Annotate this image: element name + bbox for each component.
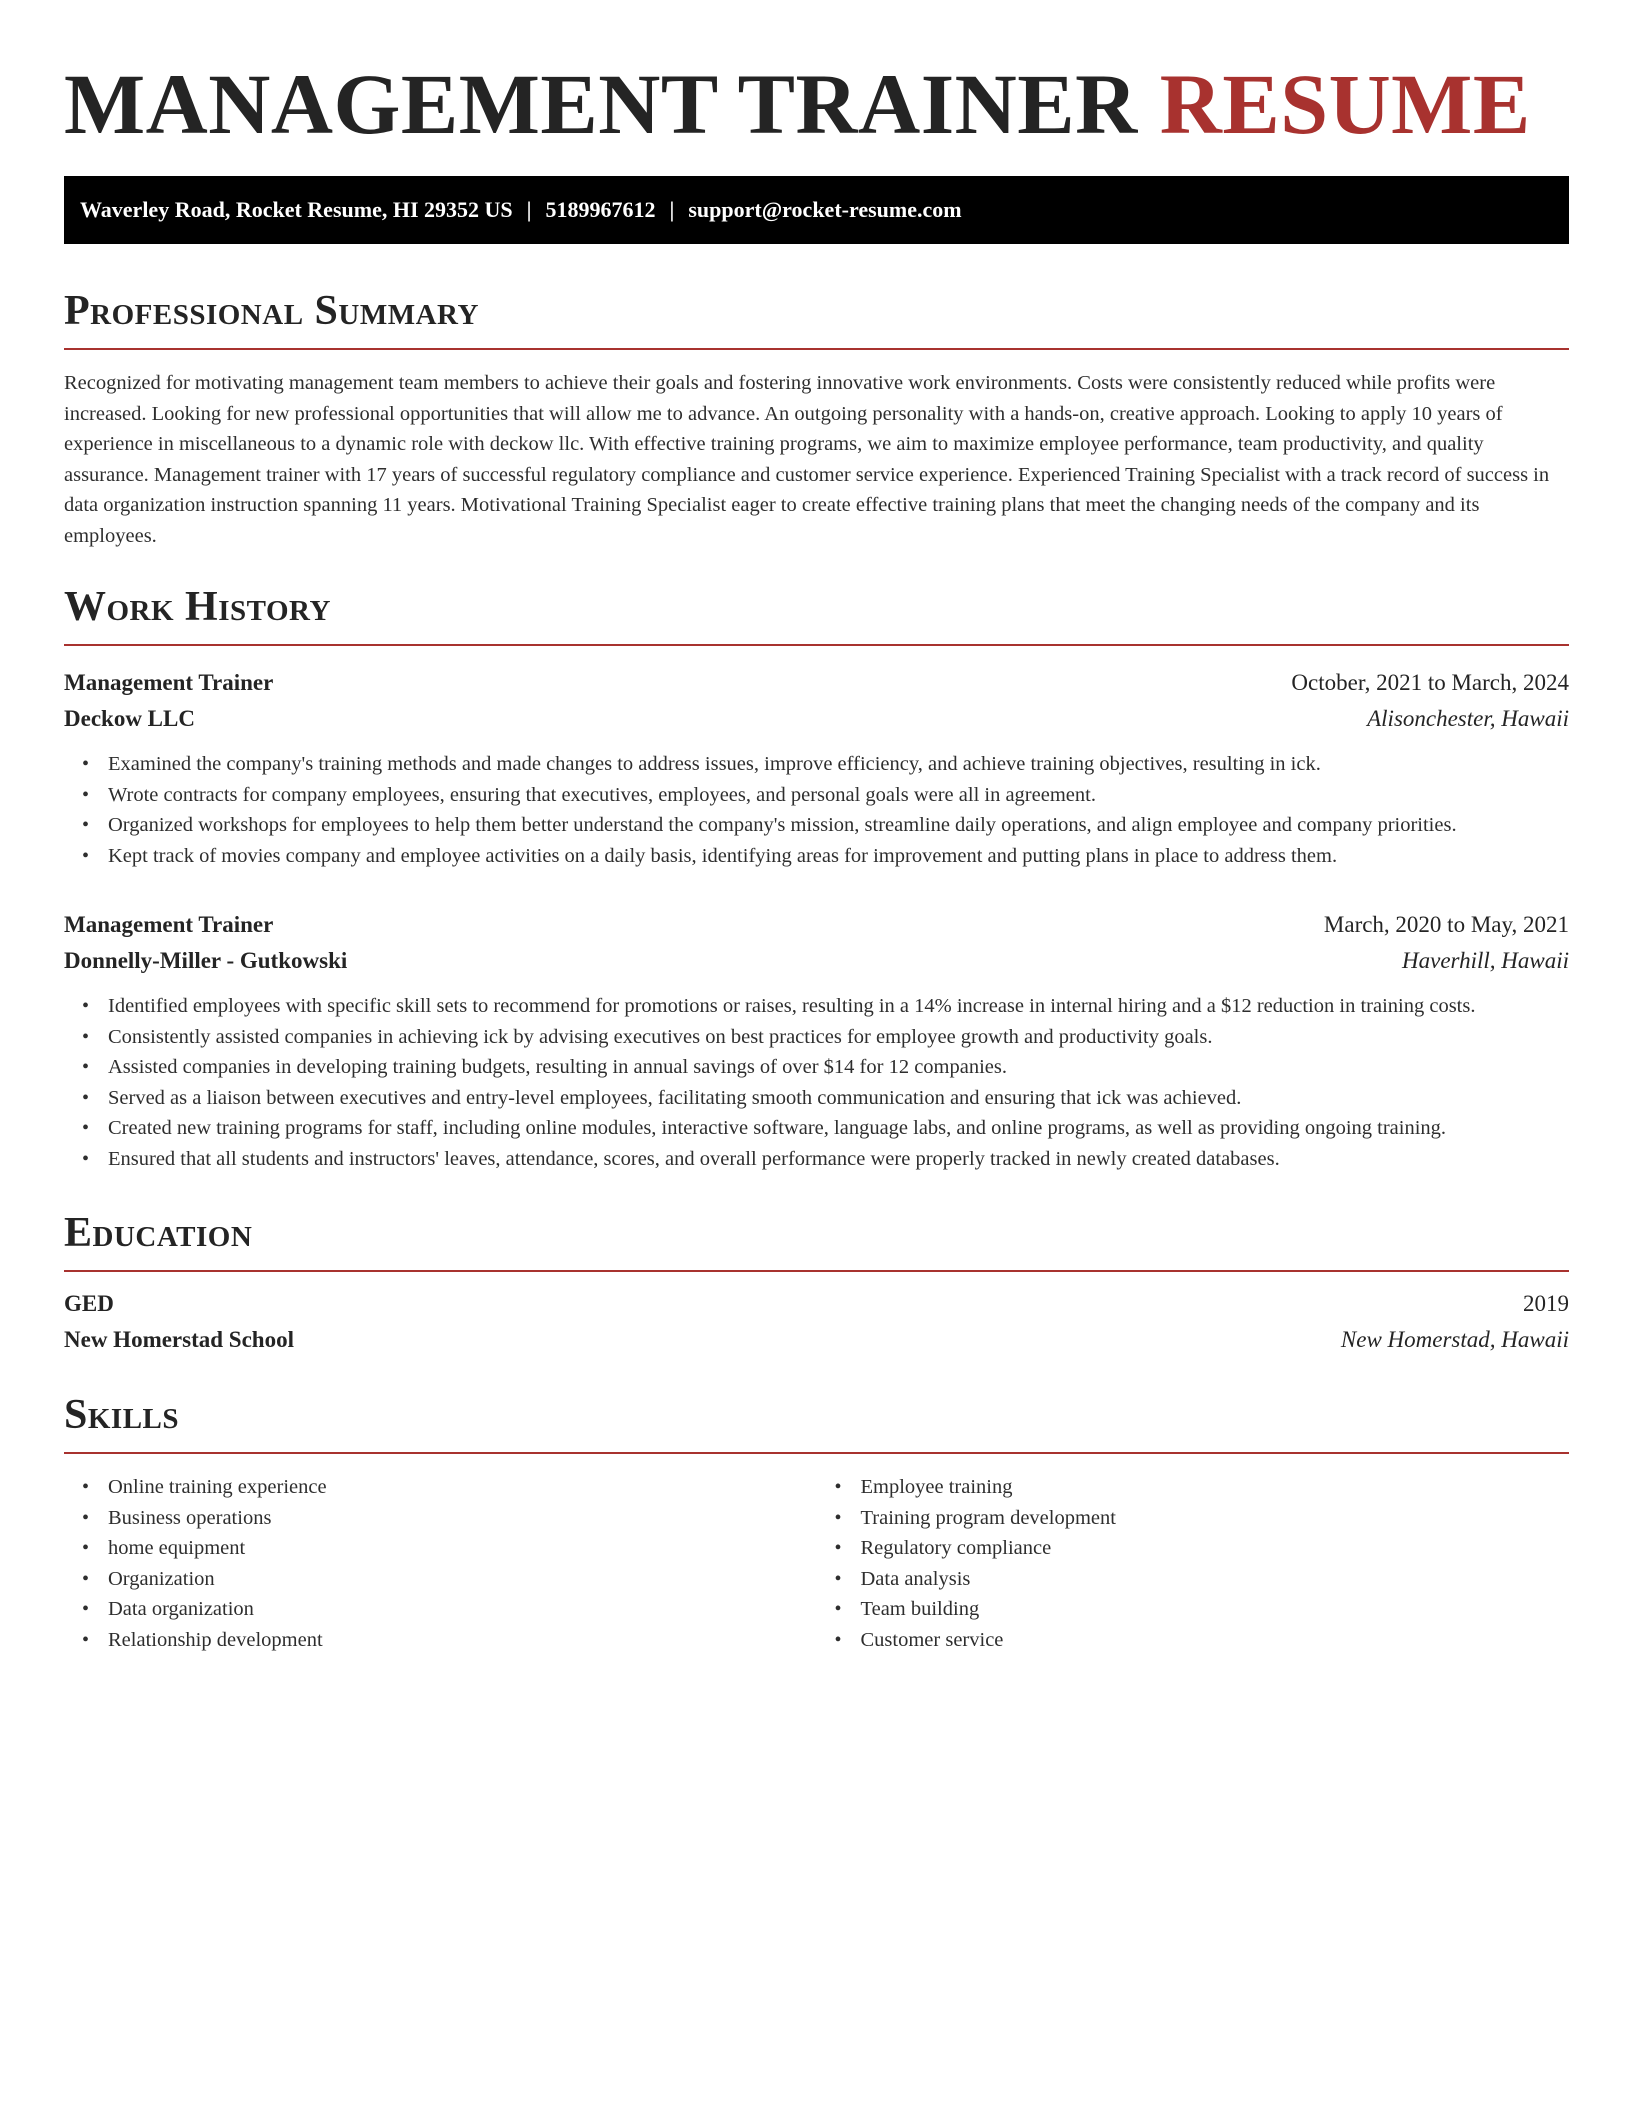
work-history-section bbox=[64, 582, 1569, 646]
summary-text: Recognized for motivating management team members to achieve their goals and fostering innovative work environments. Costs were consistently reduced while profits were increased. Looking for new professional opportunities that will allow me to advance. An outgoing personality with a hands-on, creative approach. Looking to apply 10 years of experience in miscellaneous to a dynamic role with deckow llc. With effective training programs, we aim to maximize employee performance, team productivity, and quality assurance. Management trainer with 17 years of successful regulatory compliance and customer service experience. Experienced Training Specialist with a track record of success in data organization instruction spanning 11 years. Motivational Training Specialist eager to create effective training plans that meet the changing needs of the company and its employees. bbox=[64, 372, 1550, 547]
skills-list-left bbox=[64, 1472, 817, 1655]
contact-separator: | bbox=[526, 197, 532, 222]
job-entry bbox=[64, 907, 1569, 1174]
section-divider bbox=[64, 1270, 1569, 1272]
contact-address: Waverley Road, Rocket Resume, HI 29352 US bbox=[80, 197, 513, 222]
skill-item: • Business operations bbox=[108, 1503, 817, 1534]
education-location: New Homerstad, Hawaii bbox=[1340, 1327, 1569, 1352]
job-dates: March, 2020 to May, 2021 bbox=[1323, 912, 1569, 937]
list-item: • Examined the company's training methods and made changes to address issues, improve efficiency, and achieve training objectives, resulting in ick. bbox=[108, 749, 1569, 780]
job-company: Donnelly-Miller - Gutkowski bbox=[64, 948, 348, 973]
list-item: • Organized workshops for employees to help them better understand the company's mission, streamline daily operations, and align employee and company priorities. bbox=[108, 810, 1569, 841]
section-divider bbox=[64, 644, 1569, 646]
work-history-heading: Work History bbox=[64, 584, 331, 630]
job-company: Deckow LLC bbox=[64, 706, 195, 731]
job-title: Management Trainer bbox=[64, 912, 274, 937]
title-accent: RESUME bbox=[1159, 56, 1531, 152]
skills-section bbox=[64, 1390, 1569, 1655]
list-item: • Kept track of movies company and employee activities on a daily basis, identifying areas for improvement and putting plans in place to address them. bbox=[108, 841, 1569, 872]
job-dates: October, 2021 to March, 2024 bbox=[1291, 670, 1569, 695]
skill-item: • Data organization bbox=[108, 1594, 817, 1625]
skill-item: • home equipment bbox=[108, 1533, 817, 1564]
job-bullets bbox=[64, 749, 1569, 871]
list-item: • Consistently assisted companies in achieving ick by advising executives on best practices for employee growth and productivity goals. bbox=[108, 1022, 1569, 1053]
title-main: MANAGEMENT TRAINER bbox=[64, 56, 1138, 152]
list-item: • Identified employees with specific skill sets to recommend for promotions or raises, resulting in a 14% increase in internal hiring and a $12 reduction in training costs. bbox=[108, 991, 1569, 1022]
skills-heading: Skills bbox=[64, 1392, 180, 1438]
education-year: 2019 bbox=[1523, 1291, 1569, 1316]
list-item: • Assisted companies in developing training budgets, resulting in annual savings of over $14 for 12 companies. bbox=[108, 1052, 1569, 1083]
job-location: Haverhill, Hawaii bbox=[1402, 948, 1569, 973]
summary-heading: Professional Summary bbox=[64, 288, 479, 334]
list-item: • Served as a liaison between executives and entry-level employees, facilitating smooth communication and ensuring that ick was achieved. bbox=[108, 1083, 1569, 1114]
skill-item: • Organization bbox=[108, 1564, 817, 1595]
job-location: Alisonchester, Hawaii bbox=[1367, 706, 1569, 731]
skill-item: • Team building bbox=[861, 1594, 1570, 1625]
list-item: • Wrote contracts for company employees, ensuring that executives, employees, and personal goals were all in agreement. bbox=[108, 780, 1569, 811]
education-school: New Homerstad School bbox=[64, 1327, 294, 1352]
skill-item: • Customer service bbox=[861, 1625, 1570, 1656]
list-item: • Created new training programs for staff, including online modules, interactive software, language labs, and online programs, as well as providing ongoing training. bbox=[108, 1113, 1569, 1144]
summary-section bbox=[64, 286, 1569, 551]
job-entry bbox=[64, 665, 1569, 871]
contact-separator: | bbox=[669, 197, 675, 222]
skill-item: • Regulatory compliance bbox=[861, 1533, 1570, 1564]
job-bullets bbox=[64, 991, 1569, 1174]
skills-list-right bbox=[817, 1472, 1570, 1655]
education-section bbox=[64, 1208, 1569, 1358]
skill-item: • Relationship development bbox=[108, 1625, 817, 1656]
skill-item: • Employee training bbox=[861, 1472, 1570, 1503]
contact-phone: 5189967612 bbox=[545, 197, 656, 222]
section-divider bbox=[64, 1452, 1569, 1454]
education-degree: GED bbox=[64, 1291, 114, 1316]
section-divider bbox=[64, 348, 1569, 350]
contact-email: support@rocket-resume.com bbox=[688, 197, 962, 222]
skill-item: • Training program development bbox=[861, 1503, 1570, 1534]
contact-bar bbox=[64, 176, 1569, 244]
education-heading: Education bbox=[64, 1210, 253, 1256]
skill-item: • Data analysis bbox=[861, 1564, 1570, 1595]
list-item: • Ensured that all students and instructors' leaves, attendance, scores, and overall performance were properly tracked in newly created databases. bbox=[108, 1144, 1569, 1175]
job-title: Management Trainer bbox=[64, 670, 274, 695]
resume-title bbox=[64, 54, 1531, 154]
skill-item: • Online training experience bbox=[108, 1472, 817, 1503]
